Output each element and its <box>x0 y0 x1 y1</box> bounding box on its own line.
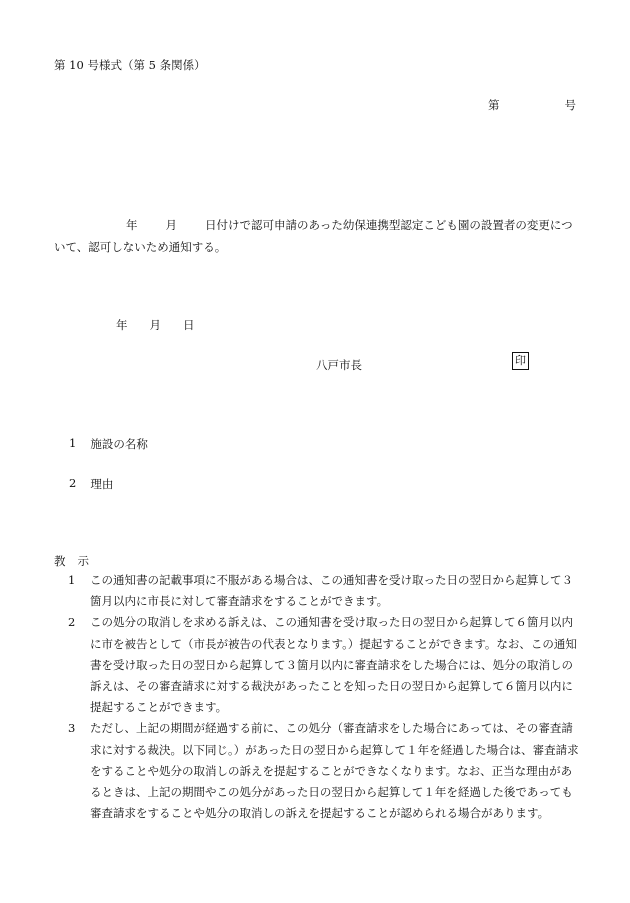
issue-date-month: 月 <box>149 318 161 332</box>
notice-item-text: この処分の取消しを求める訴えは、この通知書を受け取った日の翌日から起算して６箇月以内に市を被告として（市長が被告の代表となります。）提起することができます。なお、この通知書を受け取った日の翌日から起算して３箇月以内に審査請求をした場合には、処分の取消しの訴えは、その審査請求に対する裁決があったことを知った日の翌日から起算して６箇月以内に提起することができます。 <box>90 615 577 715</box>
issue-date-year: 年 <box>116 318 128 332</box>
issuer-name: 八戸市長 <box>316 358 362 372</box>
document-number-prefix: 第 <box>488 98 500 112</box>
document-number <box>488 97 576 113</box>
form-number: 第 10 号様式（第 5 条関係） <box>54 58 206 72</box>
notice-title-b: 示 <box>77 554 89 568</box>
notice-list <box>54 570 582 824</box>
document-number-suffix: 号 <box>564 98 576 112</box>
notice-item-number: 1 <box>68 573 76 587</box>
item-label: 理由 <box>90 477 114 491</box>
notice-item-number: 3 <box>68 721 76 736</box>
list-item <box>54 612 582 718</box>
list-item <box>54 718 582 824</box>
notice-item-text: この通知書の記載事項に不服がある場合は、この通知書を受け取った日の翌日から起算して３箇月以内に市長に対して審査請求をすることができます。 <box>90 573 573 609</box>
notification-body <box>54 214 580 258</box>
list-item <box>54 570 582 612</box>
notice-item-text: ただし、上記の期間が経過する前に、この処分（審査請求をした場合にあっては、その審査請求に対する裁決。以下同じ。）があった日の翌日から起算して１年を経過した場合は、審査請求をすることや処分の取消しの訴えを提起することができなくなります。なお、正当な理由があるときは、上記の期間やこの処分があった日の翌日から起算して１年を経過した後であっても審査請求をすることや処分の取消しの訴えを提起することが認められる場合があります。 <box>90 721 579 821</box>
item-reason <box>69 476 113 492</box>
issue-date-day: 日 <box>183 318 195 332</box>
notice-title-a: 教 <box>54 554 66 568</box>
body-main-text: 日付けで認可申請のあった幼保連携型認定こども園の設置者の変更について、認可しないため通知する。 <box>54 218 573 254</box>
body-month: 月 <box>165 218 177 232</box>
item-number: 2 <box>69 476 77 490</box>
notice-item-number: 2 <box>68 615 76 630</box>
item-facility-name <box>69 436 148 452</box>
notice-title <box>54 553 89 569</box>
seal-mark: 印 <box>512 352 529 370</box>
item-label: 施設の名称 <box>90 437 148 451</box>
issue-date <box>116 317 195 333</box>
item-number: 1 <box>69 436 77 450</box>
body-year: 年 <box>126 218 138 232</box>
